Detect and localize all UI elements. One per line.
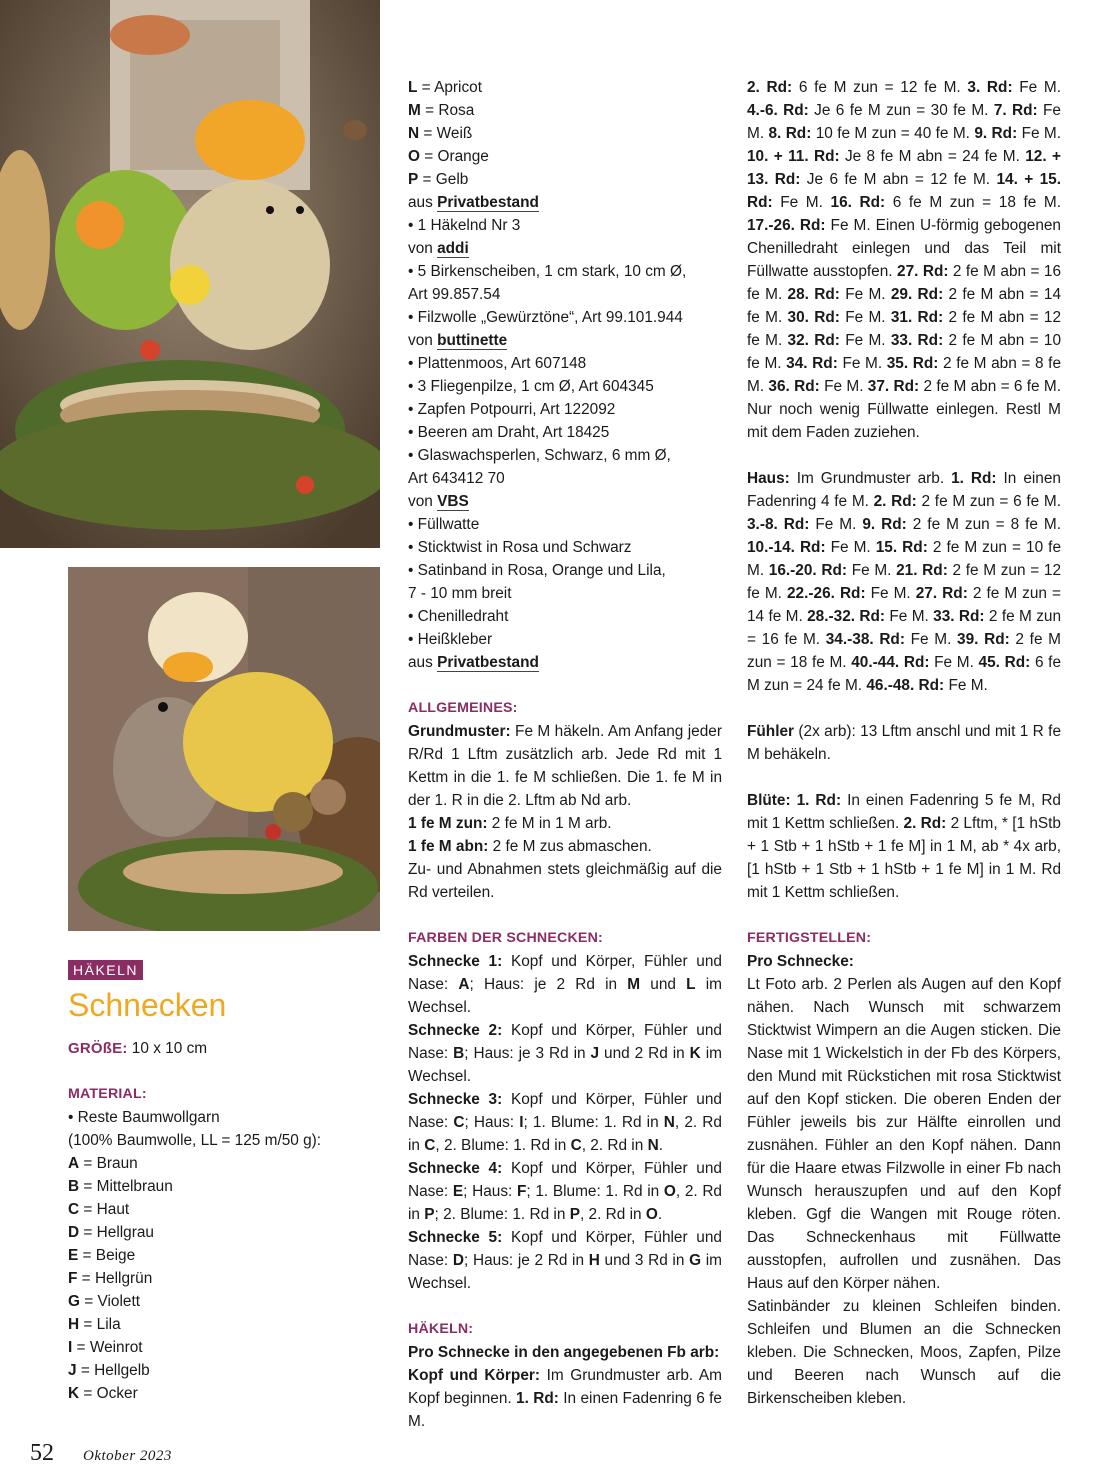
row-label: 9. Rd: [862, 516, 907, 533]
color-item: G = Violett [68, 1293, 141, 1310]
material-yarn: • Reste Baumwollgarn [68, 1109, 220, 1126]
row-text: 2 fe M abn = 12 fe M. [747, 309, 1062, 349]
row-label: 34.-38. Rd: [825, 631, 905, 648]
row-label: 46.-48. Rd: [866, 677, 945, 694]
row-label: 9. Rd: [974, 125, 1018, 142]
row-text: Fe M. [747, 102, 1061, 142]
row-text: 2 fe M zun = 14 fe M. [747, 585, 1062, 625]
color-item: F = Hellgrün [68, 1270, 153, 1287]
row-label: 28.-32. Rd: [807, 608, 886, 625]
row-text: Fe M. [904, 631, 958, 648]
row-text: 2 fe M zun = 6 fe M. [916, 493, 1061, 510]
kopf-continued [747, 76, 1061, 444]
material-item: • Zapfen Potpourri, Art 122092 [408, 401, 616, 418]
material-item: • Füllwatte [408, 516, 480, 533]
material-item: Art 99.857.54 [408, 286, 501, 303]
row-text: 2 fe M abn = 6 fe M. Nur noch wenig Füllwatte einlegen. Restl M mit dem Faden zuziehen. [747, 378, 1062, 441]
row-label: 27. Rd: [915, 585, 968, 602]
row-label: 32. Rd: [787, 332, 840, 349]
material-heading: MATERIAL: [68, 1086, 147, 1102]
row-label: 3. Rd: [967, 79, 1013, 96]
row-label: 16. Rd: [830, 194, 886, 211]
row-label: 8. Rd: [768, 125, 812, 142]
zun-text: 1 fe M zun: 2 fe M in 1 M arb. [408, 815, 612, 832]
allgemeines-heading: ALLGEMEINES: [408, 700, 518, 716]
row-text: Fe M. [929, 654, 979, 671]
source-line: aus Privatbestand [408, 194, 539, 211]
color-item: E = Beige [68, 1247, 136, 1264]
row-text: 2 fe M zun = 12 fe M. [747, 562, 1062, 602]
row-text: Fe M. [944, 677, 988, 694]
schnecke-1: Schnecke 1: Kopf und Körper, Fühler und Nase: A; Haus: je 2 Rd in M und L im Wechsel. [408, 953, 722, 1016]
material-item: • 5 Birkenscheiben, 1 cm stark, 10 cm Ø, [408, 263, 687, 280]
source-line: von VBS [408, 493, 469, 510]
color-item: B = Mittelbraun [68, 1178, 173, 1195]
source-line: von buttinette [408, 332, 508, 349]
row-label: 12. + 13. Rd: [747, 148, 1061, 188]
row-label: 2. Rd: [747, 79, 793, 96]
issue-date: Oktober 2023 [83, 1448, 172, 1464]
note-text: Zu- und Abnahmen stets gleichmäßig auf die Rd verteilen. [408, 861, 722, 901]
row-label: 2. Rd: [873, 493, 917, 510]
color-item: O = Orange [408, 148, 489, 165]
haekeln-heading: HÄKELN: [408, 1321, 474, 1337]
row-text: Fe M. [825, 539, 876, 556]
fertig-heading: FERTIGSTELLEN: [747, 930, 872, 946]
fuehler-text: Fühler (2x arb): 13 Lftm anschl und mit 1 R fe M behäkeln. [747, 723, 1061, 763]
row-text: Je 8 fe M abn = 24 fe M. [839, 148, 1026, 165]
color-item: M = Rosa [408, 102, 475, 119]
middle-column [408, 76, 722, 1433]
color-item: N = Weiß [408, 125, 473, 142]
row-text: In einen Fadenring 4 fe M. [747, 470, 1061, 510]
material-item: • 3 Fliegenpilze, 1 cm Ø, Art 604345 [408, 378, 654, 395]
row-text: Fe M. [837, 355, 887, 372]
left-column [68, 1037, 378, 1405]
row-label: 36. Rd: [768, 378, 820, 395]
row-label: 7. Rd: [993, 102, 1038, 119]
material-item: • Chenilledraht [408, 608, 509, 625]
row-label: 34. Rd: [786, 355, 838, 372]
row-label: 1. Rd: [951, 470, 997, 487]
row-label: 17.-26. Rd: [747, 217, 826, 234]
grundmuster-text: Grundmuster: Fe M häkeln. Am Anfang jeder R/Rd 1 Lftm zusätzlich arb. Jede Rd mit 1 Kettm in die 1. fe M schließen. Die 1. fe M in der 1. R in die 2. Lftm ab Nd arb. [408, 723, 722, 809]
pro-schnecke: Pro Schnecke in den angegebenen Fb arb: [408, 1344, 720, 1361]
row-text: Im Grundmuster arb. [789, 470, 952, 487]
row-label: 39. Rd: [957, 631, 1010, 648]
color-item: H = Lila [68, 1316, 121, 1333]
row-label: 29. Rd: [890, 286, 944, 303]
row-text: Fe M. [847, 562, 897, 579]
row-label: 15. Rd: [875, 539, 928, 556]
material-item: Art 643412 70 [408, 470, 505, 487]
material-item: • Plattenmoos, Art 607148 [408, 355, 587, 372]
row-text: 6 fe M zun = 12 fe M. [792, 79, 968, 96]
color-item: P = Gelb [408, 171, 469, 188]
row-label: 10. + 11. Rd: [747, 148, 840, 165]
row-text: Fe M. [819, 378, 868, 395]
material-item: • Satinband in Rosa, Orange und Lila, [408, 562, 666, 579]
fertig-text: Lt Foto arb. 2 Perlen als Augen auf den Kopf nähen. Nach Wunsch mit schwarzem Sticktwist Wimpern an die Augen sticken. Die Nase mit 1 Wickelstich in der Fb des Körpers, den Mund mit Rückstichen mit rosa Sticktwist auf den Kopf sticken. Die oberen Enden der Fühler jeweils bis zur Hälfte einrollen und zusnähen. Fühler an den Kopf nähen. Dann für die Haare etwas Filzwolle in einer Fb nach Wunsch herauszupfen und auf den Kopf kleben. Ggf die Wangen mit Rouge röten. Das Schneckenhaus mit Füllwatte ausstopfen, aufrollen und zusnähen. Das Haus auf den Körper nähen. [747, 976, 1061, 1292]
page-number: 52 [30, 1440, 54, 1466]
haus-text [747, 467, 1061, 697]
schnecke-2: Schnecke 2: Kopf und Körper, Fühler und Nase: B; Haus: je 3 Rd in J und 2 Rd in K im Wechsel. [408, 1022, 722, 1085]
right-column [747, 76, 1061, 1410]
abn-text: 1 fe M abn: 2 fe M zus abmaschen. [408, 838, 652, 855]
row-label: 27. Rd: [897, 263, 949, 280]
row-text: Fe M. [839, 332, 891, 349]
row-label: 33. Rd: [890, 332, 944, 349]
color-item: D = Hellgrau [68, 1224, 154, 1241]
row-text: Fe M. [865, 585, 916, 602]
color-item: C = Haut [68, 1201, 130, 1218]
material-item: • Filzwolle „Gewürztöne“, Art 99.101.944 [408, 309, 683, 326]
fertig-text-2: Satinbänder zu kleinen Schleifen binden. Schleifen und Blumen an die Schnecken kleben. Die Schnecken, Moos, Zapfen, Pilze und Beeren nach Wunsch auf die Birkenscheiben kleben. [747, 1298, 1061, 1407]
row-text: 10 fe M zun = 40 fe M. [811, 125, 975, 142]
schnecke-3: Schnecke 3: Kopf und Körper, Fühler und Nase: C; Haus: I; 1. Blume: 1. Rd in N, 2. Rd in C, 2. Blume: 1. Rd in C, 2. Rd in N. [408, 1091, 722, 1154]
material-item: • Beeren am Draht, Art 18425 [408, 424, 610, 441]
row-label: 10.-14. Rd: [747, 539, 826, 556]
material-item: 7 - 10 mm breit [408, 585, 512, 602]
row-text: 2 fe M abn = 10 fe M. [747, 332, 1062, 372]
schnecke-4: Schnecke 4: Kopf und Körper, Fühler und Nase: E; Haus: F; 1. Blume: 1. Rd in O, 2. Rd in P; 2. Blume: 1. Rd in P, 2. Rd in O. [408, 1160, 722, 1223]
row-label: 37. Rd: [867, 378, 920, 395]
hook-line: • 1 Häkelnd Nr 3 [408, 217, 521, 234]
row-label: 33. Rd: [933, 608, 985, 625]
row-text: 6 fe M zun = 24 fe M. [747, 654, 1062, 694]
row-text: 2 fe M zun = 8 fe M. [906, 516, 1062, 533]
size-line: GRÖßE: 10 x 10 cm [68, 1040, 208, 1057]
snail-photo-1 [0, 0, 380, 548]
farben-heading: FARBEN DER SCHNECKEN: [408, 930, 603, 946]
row-text: Fe M. [885, 608, 934, 625]
source-line: von addi [408, 240, 469, 257]
row-label: 31. Rd: [890, 309, 944, 326]
row-text: 2 fe M zun = 18 fe M. [747, 631, 1061, 671]
color-item: J = Hellgelb [68, 1362, 150, 1379]
row-text: 2 fe M zun = 16 fe M. [747, 608, 1062, 648]
row-label: 35. Rd: [886, 355, 939, 372]
row-label: Haus: [747, 470, 790, 487]
row-label: 3.-8. Rd: [747, 516, 810, 533]
row-label: 22.-26. Rd: [787, 585, 866, 602]
row-label: 45. Rd: [978, 654, 1031, 671]
row-text: Fe M. [1012, 79, 1062, 96]
row-text: Fe M. Einen U-förmig gebogenen Chenilledraht einlegen und das Teil mit Füllwatte ausstopfen. [747, 217, 1061, 280]
material-item: • Glaswachsperlen, Schwarz, 6 mm Ø, [408, 447, 671, 464]
schnecke-5: Schnecke 5: Kopf und Körper, Fühler und Nase: D; Haus: je 2 Rd in H und 3 Rd in G im Wechsel. [408, 1229, 722, 1292]
material-item: • Heißkleber [408, 631, 493, 648]
row-text: 6 fe M zun = 18 fe M. [885, 194, 1062, 211]
color-item: I = Weinrot [68, 1339, 143, 1356]
material-yarn-spec: (100% Baumwolle, LL = 125 m/50 g): [68, 1132, 322, 1149]
page-title: Schnecken [68, 987, 227, 1023]
row-label: 21. Rd: [896, 562, 948, 579]
row-text: 2 fe M abn = 16 fe M. [747, 263, 1062, 303]
pro-schnecke-label: Pro Schnecke: [747, 953, 854, 970]
row-text: Fe M. [809, 516, 863, 533]
category-tag: HÄKELN [68, 960, 143, 980]
row-label: 16.-20. Rd: [768, 562, 848, 579]
row-label: 28. Rd: [787, 286, 840, 303]
source-line: aus Privatbestand [408, 654, 539, 671]
color-item: A = Braun [68, 1155, 138, 1172]
row-label: 14. + 15. Rd: [747, 171, 1061, 211]
row-text: Fe M. [839, 286, 891, 303]
row-text: Je 6 fe M zun = 30 fe M. [808, 102, 994, 119]
row-text: 2 fe M abn = 14 fe M. [747, 286, 1062, 326]
row-text: Fe M. [1017, 125, 1062, 142]
kopf-text: Kopf und Körper: Im Grundmuster arb. Am Kopf beginnen. 1. Rd: In einen Fadenring 6 fe M. [408, 1367, 722, 1430]
material-item: • Sticktwist in Rosa und Schwarz [408, 539, 632, 556]
bluete-text: Blüte: 1. Rd: In einen Fadenring 5 fe M, Rd mit 1 Kettm schließen. 2. Rd: 2 Lftm, * [1 hStb + 1 Stb + 1 hStb + 1 fe M] in 1 M, ab * 4x arb, [1 hStb + 1 Stb + 1 hStb + 1 fe M] in 1 M. Rd mit 1 Kettm schließen. [747, 792, 1061, 901]
color-item: K = Ocker [68, 1385, 138, 1402]
row-label: 4.-6. Rd: [747, 102, 809, 119]
snail-photo-2 [68, 567, 380, 931]
row-text: 2 fe M zun = 10 fe M. [747, 539, 1062, 579]
row-text: 2 fe M abn = 8 fe M. [747, 355, 1062, 395]
row-label: 40.-44. Rd: [851, 654, 930, 671]
row-text: Fe M. [772, 194, 831, 211]
row-label: 30. Rd: [787, 309, 840, 326]
color-item: L = Apricot [408, 79, 482, 96]
row-text: Je 6 fe M abn = 12 fe M. [800, 171, 997, 188]
row-text: Fe M. [839, 309, 891, 326]
